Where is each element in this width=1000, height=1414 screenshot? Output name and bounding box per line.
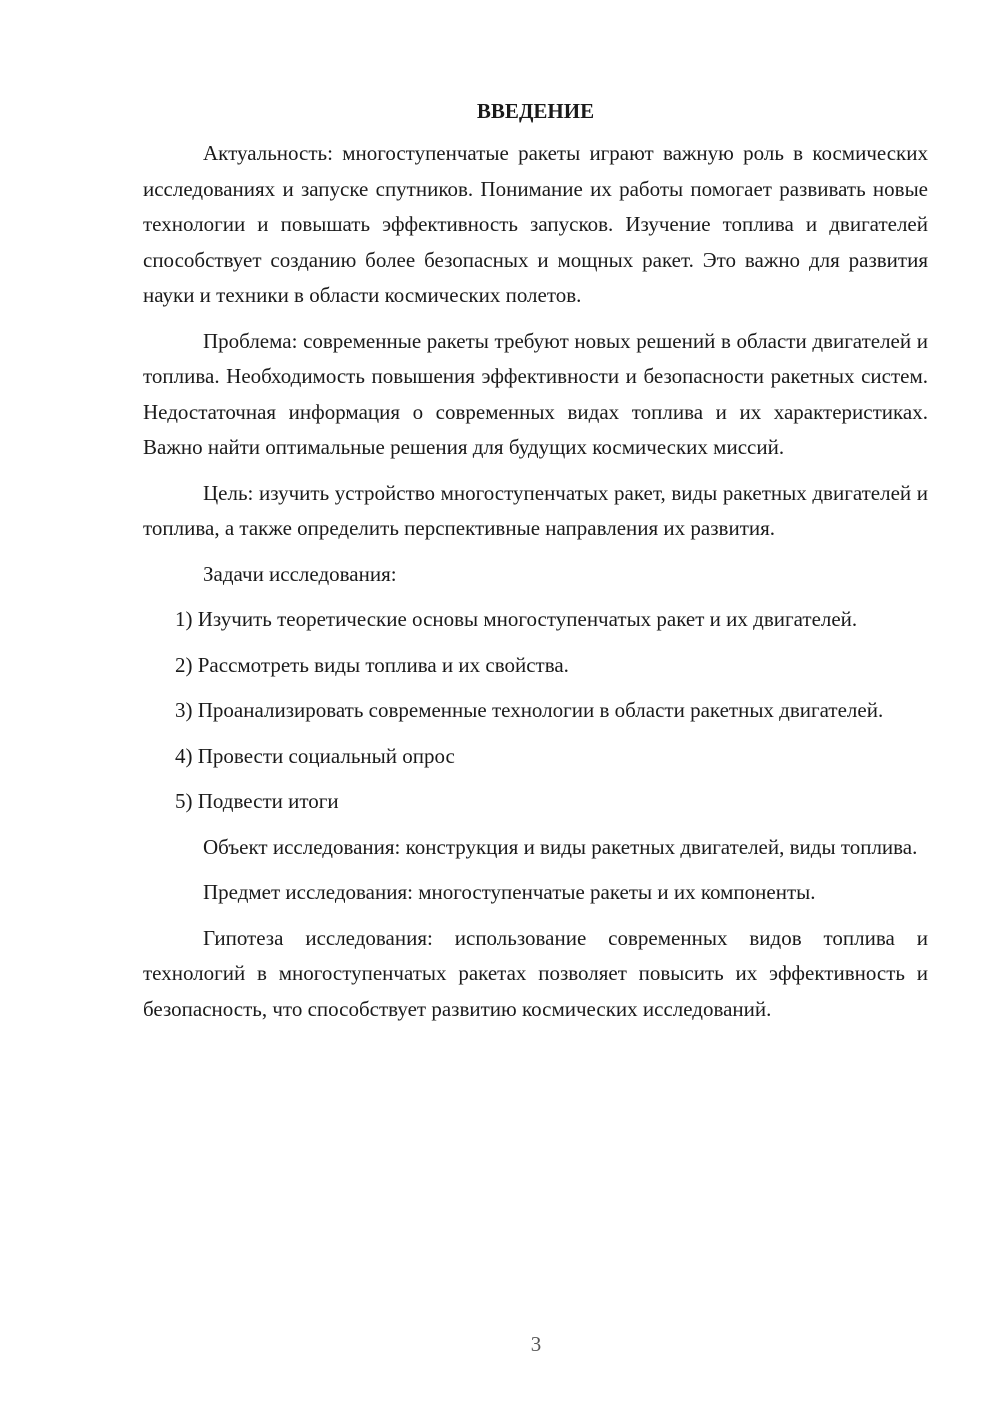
paragraph-tasks-heading: Задачи исследования:	[203, 561, 397, 586]
section-title: ВВЕДЕНИЕ	[476, 99, 595, 123]
paragraph-relevance: Актуальность: многоступенчатые ракеты играют важную роль в космических исследованиях и запуске спутников. Понимание их работы помогает развивать новые технологии и повышать эффективность запусков. Изучение топлива и двигателей способствует созданию более безопасных и мощных ракет. Это важно для развития науки и техники в области космических полетов.	[143, 141, 928, 307]
paragraph-hypothesis: Гипотеза исследования: использование современных видов топлива и технологий в многоступенчатых ракетах позволяет повысить их эффективность и безопасность, что способствует развитию космических исследований.	[143, 925, 928, 1021]
paragraph-problem: Проблема: современные ракеты требуют новых решений в области двигателей и топлива. Необходимость повышения эффективности и безопасности ракетных систем. Недостаточная информация о современных видах топлива и их характеристиках. Важно найти оптимальные решения для будущих космических миссий.	[143, 328, 928, 459]
paragraph-subject: Предмет исследования: многоступенчатые ракеты и их компоненты.	[203, 880, 816, 904]
page-number: 3	[530, 1332, 542, 1356]
task-item-1: 1) Изучить теоретические основы многоступенчатых ракет и их двигателей.	[175, 607, 858, 631]
paragraph-object: Объект исследования: конструкция и виды ракетных двигателей, виды топлива.	[203, 834, 918, 859]
paragraph-goal: Цель: изучить устройство многоступенчатых ракет, виды ракетных двигателей и топлива, а также определить перспективные направления их развития.	[143, 480, 928, 540]
task-item-3: 3) Проанализировать современные технологии в области ракетных двигателей.	[175, 698, 884, 722]
page-content	[143, 96, 928, 1037]
task-item-4: 4) Провести социальный опрос	[175, 743, 455, 768]
task-item-5: 5) Подвести итоги	[175, 789, 339, 813]
task-item-2: 2) Рассмотреть виды топлива и их свойства.	[175, 652, 569, 677]
